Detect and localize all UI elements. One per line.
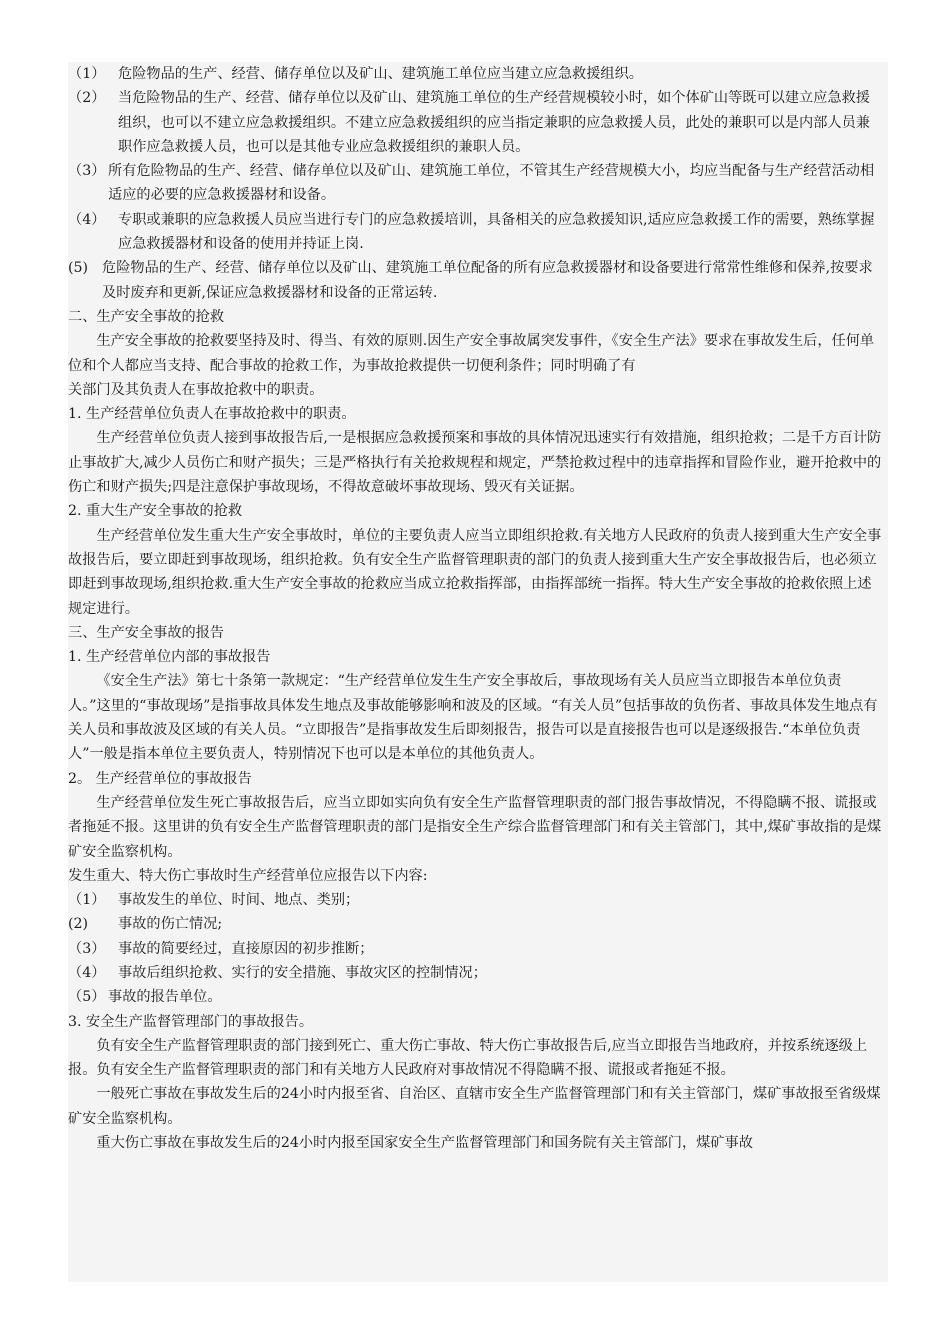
paragraph: 生产经营单位发生重大生产安全事故时，单位的主要负责人应当立即组织抢救.有关地方人民政府的负责人接到重大生产安全事故报告后，要立即赶到事故现场，组织抢救。负有安全生产监督管理职责的部门的负责人接到重大生产安全事故报告后，也必须立即赶到事故现场,组织抢救.重大生产安全事故的抢救应当成立抢救指挥部，由指挥部统一指挥。特大生产安全事故的抢救依照上述规定进行。 bbox=[68, 527, 882, 617]
list-item-number: (5) bbox=[68, 260, 89, 277]
list-item-text: 专职或兼职的应急救援人员应当进行专门的应急救援培训，具备相关的应急救援知识,适应应急救援工作的需要，熟练掌握应急救援器材和设备的使用并持证上岗. bbox=[118, 211, 875, 253]
list-item bbox=[68, 888, 883, 912]
document-body bbox=[68, 62, 883, 1155]
list-item-text: 事故的简要经过，直接原因的初步推断； bbox=[118, 940, 374, 957]
list-item-text: 所有危险物品的生产、经营、储存单位以及矿山、建筑施工单位，不管其生产经营规模大小，均应当配备与生产经营活动相适应的必要的应急救援器材和设备。 bbox=[108, 163, 875, 204]
list-item-text: 事故的报告单位。 bbox=[108, 989, 222, 1006]
list-item bbox=[68, 159, 883, 208]
list-item-text: 危险物品的生产、经营、储存单位以及矿山、建筑施工单位配备的所有应急救援器材和设备要进行常常性维修和保养,按要求及时废弃和更新,保证应急救援器材和设备的正常运转. bbox=[102, 260, 873, 301]
subsection-heading: 1. 生产经营单位内部的事故报告 bbox=[68, 649, 271, 666]
list-item bbox=[68, 62, 883, 86]
paragraph: 发生重大、特大伤亡事故时生产经营单位应报告以下内容: bbox=[68, 867, 428, 884]
list-item bbox=[68, 985, 883, 1009]
list-item bbox=[68, 256, 883, 305]
subsection-heading: 1. 生产经营单位负责人在事故抢救中的职责。 bbox=[68, 406, 356, 423]
report-list bbox=[68, 888, 883, 1009]
list-item-text: 事故的伤亡情况; bbox=[118, 916, 223, 933]
list-item bbox=[68, 86, 883, 159]
list-item-number: (2) bbox=[68, 916, 89, 933]
list-item-text: 危险物品的生产、经营、储存单位以及矿山、建筑施工单位应当建立应急救援组织。 bbox=[118, 66, 643, 82]
paragraph: 一般死亡事故在事故发生后的24小时内报至省、自治区、直辖市安全生产监督管理部门和有关主管部门，煤矿事故报至省级煤矿安全监察机构。 bbox=[68, 1086, 881, 1127]
paragraph: 生产经营单位发生死亡事故报告后，应当立即如实向负有安全生产监督管理职责的部门报告事故情况，不得隐瞒不报、谎报或者拖延不报。这里讲的负有安全生产监督管理职责的部门是指安全生产综合监督管理部门和有关主管部门，其中,煤矿事故指的是煤矿安全监察机构。 bbox=[68, 794, 882, 860]
list-item-text: 当危险物品的生产、经营、储存单位以及矿山、建筑施工单位的生产经营规模较小时，如个体矿山等既可以建立应急救援组织，也可以不建立应急救援组织。不建立应急救援组织的应当指定兼职的应急救援人员，此处的兼职可以是内部人员兼职作应急救援人员，也可以是其他专业应急救援组织的兼职人员。 bbox=[118, 90, 870, 155]
list-item bbox=[68, 937, 883, 961]
list-item-number: （5） bbox=[68, 989, 106, 1006]
section-heading: 三、生产安全事故的报告 bbox=[68, 624, 225, 641]
list-item-number: （4） bbox=[68, 211, 106, 228]
list-item-number: （1） bbox=[68, 66, 106, 82]
emergency-list bbox=[68, 62, 883, 305]
list-item-number: （4） bbox=[68, 964, 106, 981]
section-heading: 二、生产安全事故的抢救 bbox=[68, 308, 225, 325]
subsection-heading: 3. 安全生产监督管理部门的事故报告。 bbox=[68, 1013, 314, 1030]
list-item-text: 事故发生的单位、时间、地点、类别； bbox=[118, 892, 360, 909]
subsection-heading: 2。 生产经营单位的事故报告 bbox=[68, 770, 252, 787]
list-item bbox=[68, 961, 883, 985]
list-item bbox=[68, 208, 883, 257]
paragraph: 关部门及其负责人在事故抢救中的职责。 bbox=[68, 381, 324, 398]
list-item bbox=[68, 912, 883, 936]
paragraph: 《安全生产法》第七十条第一款规定：“生产经营单位发生生产安全事故后，事故现场有关人员应当立即报告本单位负责人。”这里的“事故现场”是指事故具体发生地点及事故能够影响和波及的区域。“有关人员”包括事故的负伤者、事故具体发生地点有关人员和事故波及区域的有关人员。“立即报告”是指事故发生后即刻报告，报告可以是直接报告也可以是逐级报告.“本单位负责人”一般是指本单位主要负责人，特别情况下也可以是本单位的其他负责人。 bbox=[68, 673, 878, 763]
list-item-number: （1） bbox=[68, 892, 106, 909]
paragraph: 负有安全生产监督管理职责的部门接到死亡、重大伤亡事故、特大伤亡事故报告后,应当立即报告当地政府，并按系统逐级上报。负有安全生产监督管理职责的部门和有关地方人民政府对事故情况不得隐瞒不报、谎报或者拖延不报。 bbox=[68, 1037, 868, 1079]
list-item-number: （2） bbox=[68, 90, 106, 107]
subsection-heading: 2. 重大生产安全事故的抢救 bbox=[68, 503, 243, 520]
paragraph: 生产安全事故的抢救要坚持及时、得当、有效的原则.因生产安全事故属突发事件，《安全生产法》要求在事故发生后，任何单位和个人都应当支持、配合事故的抢救工作，为事故抢救提供一切便利条件；同时明确了有 bbox=[68, 333, 875, 374]
paragraph: 生产经营单位负责人接到事故报告后,一是根据应急救援预案和事故的具体情况迅速实行有效措施，组织抢救；二是千方百计防止事故扩大,减少人员伤亡和财产损失；三是严格执行有关抢救规程和规定，严禁抢救过程中的违章指挥和冒险作业，避开抢救中的伤亡和财产损失;四是注意保护事故现场，不得故意破坏事故现场、毁灭有关证据。 bbox=[68, 430, 882, 496]
list-item-number: （3） bbox=[68, 940, 106, 957]
list-item-text: 事故后组织抢救、实行的安全措施、事故灾区的控制情况； bbox=[118, 964, 487, 981]
paragraph: 重大伤亡事故在事故发生后的24小时内报至国家安全生产监督管理部门和国务院有关主管部门，煤矿事故 bbox=[96, 1135, 753, 1152]
list-item-number: （3） bbox=[68, 163, 106, 180]
